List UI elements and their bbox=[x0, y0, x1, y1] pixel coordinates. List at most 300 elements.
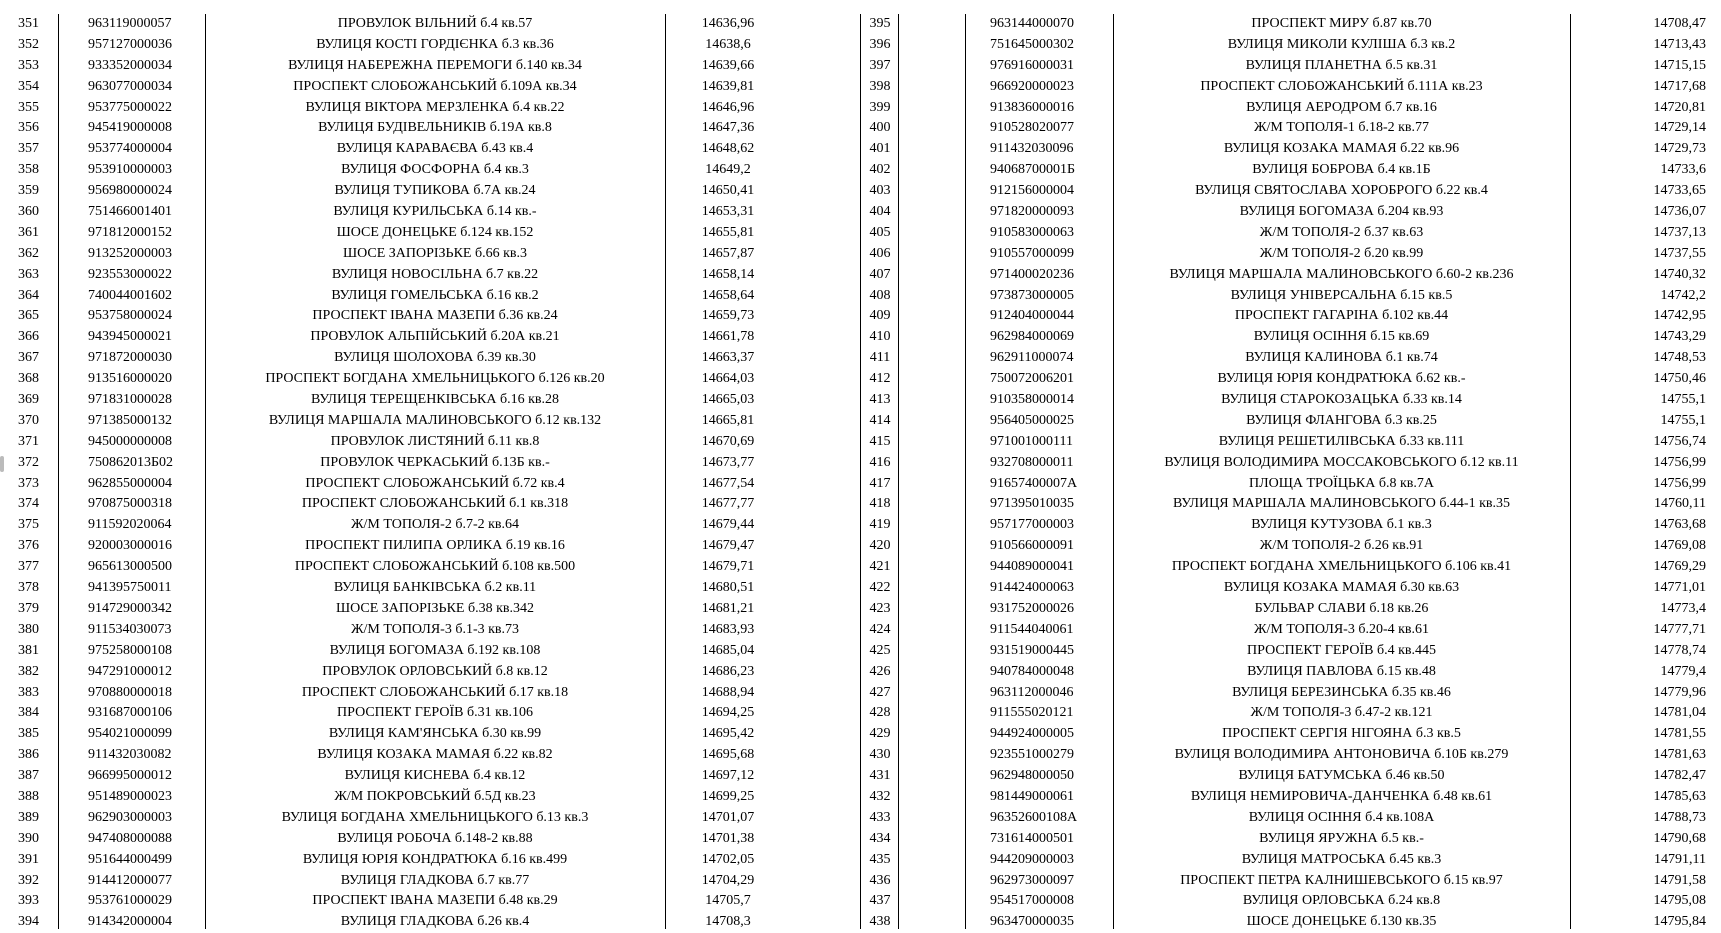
account-number: 910557000099 bbox=[990, 245, 1074, 261]
address: ВУЛИЦЯ ШОЛОХОВА б.39 кв.30 bbox=[334, 350, 536, 366]
amount: 14737,55 bbox=[1653, 245, 1706, 261]
table-row bbox=[0, 202, 1721, 223]
row-number: 430 bbox=[869, 747, 891, 763]
address: ВУЛИЦЯ БОГОМАЗА б.192 кв.108 bbox=[329, 642, 541, 658]
row-number: 361 bbox=[18, 224, 39, 240]
account-number: 931752000026 bbox=[990, 600, 1074, 616]
account-number: 956405000025 bbox=[990, 412, 1074, 428]
amount: 14720,81 bbox=[1653, 99, 1706, 115]
account-number: 951489000023 bbox=[88, 788, 172, 804]
amount: 14686,23 bbox=[701, 663, 755, 679]
address: ВУЛИЦЯ ЯРУЖНА б.5 кв.- bbox=[1259, 830, 1424, 846]
row-number: 436 bbox=[869, 872, 891, 888]
account-number: 913252000003 bbox=[88, 245, 172, 261]
table-row bbox=[0, 536, 1721, 557]
amount: 14713,43 bbox=[1653, 36, 1706, 52]
row-number: 419 bbox=[869, 517, 891, 533]
row-number: 362 bbox=[18, 245, 39, 261]
row-number: 424 bbox=[869, 621, 891, 637]
account-number: 970880000018 bbox=[88, 684, 172, 700]
table-row bbox=[0, 641, 1721, 662]
table-row bbox=[0, 578, 1721, 599]
address: ВУЛИЦЯ ТУПИКОВА б.7А кв.24 bbox=[334, 183, 536, 199]
amount: 14781,55 bbox=[1653, 726, 1706, 742]
row-number: 385 bbox=[18, 726, 39, 742]
address: ВУЛИЦЯ АЕРОДРОМ б.7 кв.16 bbox=[1246, 99, 1437, 115]
table-row bbox=[0, 327, 1721, 348]
row-number: 429 bbox=[869, 726, 891, 742]
row-number: 375 bbox=[18, 517, 39, 533]
row-number: 434 bbox=[869, 830, 891, 846]
account-number: 966995000012 bbox=[88, 768, 172, 784]
account-number: 957177000003 bbox=[990, 517, 1074, 533]
row-number: 421 bbox=[869, 559, 891, 575]
address: Ж/М ТОПОЛЯ-3 б.1-3 кв.73 bbox=[350, 621, 520, 637]
account-number: 920003000016 bbox=[88, 538, 172, 554]
address: Ж/М ПОКРОВСЬКИЙ б.5Д кв.23 bbox=[334, 788, 536, 804]
table-row bbox=[0, 286, 1721, 307]
row-number: 377 bbox=[18, 559, 39, 575]
amount: 14742,2 bbox=[1660, 287, 1706, 303]
address: ПРОСПЕКТ ПЕТРА КАЛНИШЕВСЬКОГО б.15 кв.97 bbox=[1180, 872, 1503, 888]
account-number: 944209000003 bbox=[990, 851, 1074, 867]
table-row bbox=[0, 369, 1721, 390]
amount: 14760,11 bbox=[1654, 496, 1706, 512]
account-number: 971872000030 bbox=[88, 350, 172, 366]
amount: 14785,63 bbox=[1653, 788, 1706, 804]
account-number: 911432030082 bbox=[88, 747, 172, 763]
account-number: 963077000034 bbox=[88, 78, 172, 94]
address: ПРОВУЛОК ОРЛОВСЬКИЙ б.8 кв.12 bbox=[322, 663, 548, 679]
account-number: 962903000003 bbox=[88, 809, 172, 825]
account-number: 740044001602 bbox=[88, 287, 172, 303]
row-number: 388 bbox=[18, 788, 39, 804]
row-number: 358 bbox=[18, 162, 39, 178]
row-number: 428 bbox=[869, 705, 891, 721]
account-number: 751466001401 bbox=[88, 204, 172, 220]
row-number: 380 bbox=[18, 621, 39, 637]
row-number: 418 bbox=[869, 496, 891, 512]
amount: 14699,25 bbox=[701, 788, 755, 804]
account-number: 940784000048 bbox=[990, 663, 1074, 679]
address: ВУЛИЦЯ ФЛАНГОВА б.3 кв.25 bbox=[1246, 412, 1437, 428]
address: ВУЛИЦЯ БОГОМАЗА б.204 кв.93 bbox=[1239, 204, 1444, 220]
address: ШОСЕ ЗАПОРІЗЬКЕ б.66 кв.3 bbox=[342, 245, 528, 261]
address: ШОСЕ ЗАПОРІЗЬКЕ б.38 кв.342 bbox=[335, 600, 535, 616]
row-number: 365 bbox=[18, 308, 39, 324]
row-number: 386 bbox=[18, 747, 39, 763]
amount: 14795,84 bbox=[1653, 914, 1706, 930]
address: ПРОСПЕКТ ГЕРОЇВ б.4 кв.445 bbox=[1247, 642, 1436, 658]
amount: 14791,58 bbox=[1653, 872, 1706, 888]
amount: 14665,03 bbox=[701, 392, 755, 408]
account-number: 933352000034 bbox=[88, 57, 172, 73]
amount: 14658,64 bbox=[701, 287, 755, 303]
address: ПРОСПЕКТ ГЕРОЇВ б.31 кв.106 bbox=[337, 705, 533, 721]
table-row bbox=[0, 348, 1721, 369]
amount: 14670,69 bbox=[701, 433, 755, 449]
account-number: 914412000077 bbox=[88, 872, 172, 888]
amount: 14736,07 bbox=[1653, 204, 1706, 220]
address: ВУЛИЦЯ КИСНЕВА б.4 кв.12 bbox=[344, 768, 526, 784]
row-number: 415 bbox=[869, 433, 891, 449]
row-number: 403 bbox=[869, 183, 891, 199]
row-number: 405 bbox=[869, 224, 891, 240]
amount: 14737,13 bbox=[1653, 224, 1706, 240]
row-number: 398 bbox=[869, 78, 891, 94]
account-number: 971400020236 bbox=[990, 266, 1074, 282]
row-number: 374 bbox=[18, 496, 39, 512]
address: ПРОСПЕКТ СЕРГІЯ НІГОЯНА б.3 кв.5 bbox=[1222, 726, 1461, 742]
amount: 14729,73 bbox=[1653, 141, 1706, 157]
row-number: 390 bbox=[18, 830, 39, 846]
amount: 14781,63 bbox=[1653, 747, 1706, 763]
account-number: 963112000046 bbox=[990, 684, 1074, 700]
table-row bbox=[0, 599, 1721, 620]
row-number: 383 bbox=[18, 684, 39, 700]
address: ВУЛИЦЯ ПЛАНЕТНА б.5 кв.31 bbox=[1245, 57, 1438, 73]
address: ПРОСПЕКТ СЛОБОЖАНСЬКИЙ б.109А кв.34 bbox=[293, 78, 577, 94]
table-row bbox=[0, 787, 1721, 808]
amount: 14646,96 bbox=[701, 99, 755, 115]
account-number: 971820000093 bbox=[990, 204, 1074, 220]
account-number: 973873000005 bbox=[990, 287, 1074, 303]
amount: 14659,73 bbox=[701, 308, 755, 324]
account-number: 945419000008 bbox=[88, 120, 172, 136]
table-row bbox=[0, 766, 1721, 787]
amount: 14756,99 bbox=[1653, 454, 1706, 470]
row-number: 366 bbox=[18, 329, 39, 345]
address: ПЛОЩА ТРОЇЦЬКА б.8 кв.7А bbox=[1249, 475, 1434, 491]
amount: 14788,73 bbox=[1653, 809, 1706, 825]
amount: 14639,66 bbox=[701, 57, 755, 73]
amount: 14771,01 bbox=[1653, 580, 1706, 596]
account-number: 953774000004 bbox=[88, 141, 172, 157]
row-number: 401 bbox=[869, 141, 891, 157]
table-row bbox=[0, 662, 1721, 683]
table-row bbox=[0, 56, 1721, 77]
account-number: 914342000004 bbox=[88, 914, 172, 930]
address: ПРОСПЕКТ ІВАНА МАЗЕПИ б.36 кв.24 bbox=[312, 308, 558, 324]
account-number: 914729000342 bbox=[88, 600, 172, 616]
row-number: 408 bbox=[869, 287, 891, 303]
row-number: 376 bbox=[18, 538, 39, 554]
account-number: 954021000099 bbox=[88, 726, 172, 742]
account-number: 910528020077 bbox=[990, 120, 1074, 136]
row-number: 356 bbox=[18, 120, 39, 136]
address: Ж/М ТОПОЛЯ-3 б.20-4 кв.61 bbox=[1253, 621, 1430, 637]
address: ВУЛИЦЯ КОЗАКА МАМАЯ б.22 кв.96 bbox=[1223, 141, 1460, 157]
row-number: 400 bbox=[869, 120, 891, 136]
table-row bbox=[0, 808, 1721, 829]
account-number: 963119000057 bbox=[88, 16, 172, 31]
account-number: 965613000500 bbox=[88, 559, 172, 575]
amount: 14773,4 bbox=[1660, 600, 1706, 616]
address: ВУЛИЦЯ ВІКТОРА МЕРЗЛЕНКА б.4 кв.22 bbox=[305, 99, 565, 115]
amount: 14715,15 bbox=[1653, 57, 1706, 73]
account-number: 912404000044 bbox=[990, 308, 1074, 324]
amount: 14778,74 bbox=[1653, 642, 1706, 658]
row-number: 416 bbox=[869, 454, 891, 470]
row-number: 389 bbox=[18, 809, 39, 825]
amount: 14779,96 bbox=[1653, 684, 1706, 700]
amount: 14663,37 bbox=[701, 350, 755, 366]
table-row bbox=[0, 474, 1721, 495]
account-number: 953758000024 bbox=[88, 308, 172, 324]
account-number: 981449000061 bbox=[990, 788, 1074, 804]
row-number: 427 bbox=[869, 684, 891, 700]
address: ВУЛИЦЯ ЮРІЯ КОНДРАТЮКА б.16 кв.499 bbox=[302, 851, 568, 867]
row-number: 397 bbox=[869, 57, 891, 73]
amount: 14695,68 bbox=[701, 747, 755, 763]
account-number: 975258000108 bbox=[88, 642, 172, 658]
address: ПРОСПЕКТ СЛОБОЖАНСЬКИЙ б.108 кв.500 bbox=[294, 559, 576, 575]
row-number: 407 bbox=[869, 266, 891, 282]
account-number: 976916000031 bbox=[990, 57, 1074, 73]
table-row bbox=[0, 118, 1721, 139]
row-number: 352 bbox=[18, 36, 39, 52]
amount: 14679,44 bbox=[701, 517, 755, 533]
row-number: 409 bbox=[869, 308, 891, 324]
address: ПРОСПЕКТ МИРУ б.87 кв.70 bbox=[1251, 16, 1432, 31]
amount: 14781,04 bbox=[1653, 705, 1706, 721]
address: ВУЛИЦЯ ЮРІЯ КОНДРАТЮКА б.62 кв.- bbox=[1217, 371, 1466, 387]
account-number: 971812000152 bbox=[88, 224, 172, 240]
address: ПРОСПЕКТ СЛОБОЖАНСЬКИЙ б.72 кв.4 bbox=[305, 475, 565, 491]
row-number: 423 bbox=[869, 600, 891, 616]
table-row bbox=[0, 745, 1721, 766]
amount: 14650,41 bbox=[701, 183, 755, 199]
table-row bbox=[0, 620, 1721, 641]
account-number: 910583000063 bbox=[990, 224, 1074, 240]
address: ВУЛИЦЯ ВОЛОДИМИРА МОССАКОВСЬКОГО б.12 кв.11 bbox=[1164, 454, 1519, 470]
row-number: 425 bbox=[869, 642, 891, 658]
account-number: 923551000279 bbox=[990, 747, 1074, 763]
row-number: 396 bbox=[869, 36, 891, 52]
amount: 14639,81 bbox=[701, 78, 755, 94]
row-number: 353 bbox=[18, 57, 39, 73]
account-number: 911534030073 bbox=[88, 621, 172, 637]
row-number: 370 bbox=[18, 412, 39, 428]
address: Ж/М ТОПОЛЯ-2 б.37 кв.63 bbox=[1259, 224, 1424, 240]
amount: 14756,99 bbox=[1653, 475, 1706, 491]
account-number: 971395010035 bbox=[990, 496, 1074, 512]
account-number: 956980000024 bbox=[88, 183, 172, 199]
address: ВУЛИЦЯ МАТРОСЬКА б.45 кв.3 bbox=[1241, 851, 1442, 867]
address: ВУЛИЦЯ ОСІННЯ б.4 кв.108А bbox=[1248, 809, 1435, 825]
address: ВУЛИЦЯ МАРШАЛА МАЛИНОВСЬКОГО б.60-2 кв.236 bbox=[1169, 266, 1514, 282]
address: ВУЛИЦЯ КАМ'ЯНСЬКА б.30 кв.99 bbox=[328, 726, 542, 742]
address: ВУЛИЦЯ ГЛАДКОВА б.26 кв.4 bbox=[340, 914, 530, 930]
row-number: 433 bbox=[869, 809, 891, 825]
address: ВУЛИЦЯ КОЗАКА МАМАЯ б.22 кв.82 bbox=[317, 747, 553, 763]
amount: 14779,4 bbox=[1660, 663, 1706, 679]
row-number: 406 bbox=[869, 245, 891, 261]
row-number: 404 bbox=[869, 204, 891, 220]
row-number: 437 bbox=[869, 893, 891, 909]
address: ВУЛИЦЯ КОСТІ ГОРДІЄНКА б.3 кв.36 bbox=[316, 36, 554, 52]
amount: 14679,71 bbox=[701, 559, 755, 575]
table-row bbox=[0, 557, 1721, 578]
address: ВУЛИЦЯ МИКОЛИ КУЛІША б.3 кв.2 bbox=[1227, 36, 1456, 52]
row-number: 432 bbox=[869, 788, 891, 804]
table-row bbox=[0, 390, 1721, 411]
row-number: 351 bbox=[18, 16, 39, 31]
amount: 14743,29 bbox=[1653, 329, 1706, 345]
address: ВУЛИЦЯ РОБОЧА б.148-2 кв.88 bbox=[337, 830, 533, 846]
table-row bbox=[0, 35, 1721, 56]
address: БУЛЬВАР СЛАВИ б.18 кв.26 bbox=[1254, 600, 1429, 616]
amount: 14733,65 bbox=[1653, 183, 1706, 199]
address: ВУЛИЦЯ БАНКІВСЬКА б.2 кв.11 bbox=[333, 580, 537, 596]
account-number: 750072006201 bbox=[990, 371, 1074, 387]
amount: 14717,68 bbox=[1653, 78, 1706, 94]
account-number: 954517000008 bbox=[990, 893, 1074, 909]
amount: 14658,14 bbox=[701, 266, 755, 282]
address: ВУЛИЦЯ ВОЛОДИМИРА АНТОНОВИЧА б.10Б кв.279 bbox=[1174, 747, 1509, 763]
amount: 14742,95 bbox=[1653, 308, 1706, 324]
amount: 14661,78 bbox=[701, 329, 755, 345]
account-number: 912156000004 bbox=[990, 183, 1074, 199]
row-number: 438 bbox=[869, 914, 891, 930]
row-number: 431 bbox=[869, 768, 891, 784]
amount: 14769,29 bbox=[1653, 559, 1706, 575]
row-number: 364 bbox=[18, 287, 39, 303]
amount: 14740,32 bbox=[1653, 266, 1706, 282]
row-number: 363 bbox=[18, 266, 39, 282]
account-number: 962948000050 bbox=[990, 768, 1074, 784]
amount: 14649,2 bbox=[705, 162, 751, 178]
account-number: 913836000016 bbox=[990, 99, 1074, 115]
row-number: 410 bbox=[869, 329, 891, 345]
address: ВУЛИЦЯ КУРИЛЬСЬКА б.14 кв.- bbox=[333, 204, 537, 220]
amount: 14763,68 bbox=[1653, 517, 1706, 533]
account-number: 911432030096 bbox=[990, 141, 1074, 157]
amount: 14777,71 bbox=[1653, 621, 1706, 637]
address: Ж/М ТОПОЛЯ-2 б.7-2 кв.64 bbox=[350, 517, 520, 533]
table-row bbox=[0, 494, 1721, 515]
account-number: 947291000012 bbox=[88, 663, 172, 679]
amount: 14677,54 bbox=[701, 475, 755, 491]
row-number: 394 bbox=[18, 914, 39, 930]
amount: 14756,74 bbox=[1653, 433, 1706, 449]
amount: 14638,6 bbox=[705, 36, 751, 52]
row-number: 417 bbox=[869, 475, 891, 491]
amount: 14750,46 bbox=[1653, 371, 1706, 387]
amount: 14755,1 bbox=[1660, 392, 1706, 408]
account-number: 953775000022 bbox=[88, 99, 172, 115]
address: Ж/М ТОПОЛЯ-2 б.20 кв.99 bbox=[1259, 245, 1424, 261]
account-number: 94068700001Б bbox=[990, 162, 1076, 178]
table-row bbox=[0, 411, 1721, 432]
address: ВУЛИЦЯ ГОМЕЛЬСЬКА б.16 кв.2 bbox=[331, 287, 539, 303]
address: ВУЛИЦЯ КУТУЗОВА б.1 кв.3 bbox=[1251, 517, 1432, 533]
address: ВУЛИЦЯ НОВОСІЛЬНА б.7 кв.22 bbox=[331, 266, 539, 282]
row-number: 355 bbox=[18, 99, 39, 115]
amount: 14679,47 bbox=[701, 538, 755, 554]
account-number: 957127000036 bbox=[88, 36, 172, 52]
amount: 14697,12 bbox=[701, 768, 755, 784]
table-row bbox=[0, 223, 1721, 244]
address: ВУЛИЦЯ ТЕРЕЩЕНКІВСЬКА б.16 кв.28 bbox=[310, 392, 559, 408]
table-row bbox=[0, 891, 1721, 912]
table-row bbox=[0, 453, 1721, 474]
amount: 14708,3 bbox=[705, 914, 751, 930]
row-number: 382 bbox=[18, 663, 39, 679]
address: ВУЛИЦЯ УНІВЕРСАЛЬНА б.15 кв.5 bbox=[1230, 287, 1453, 303]
account-number: 931519000445 bbox=[990, 642, 1074, 658]
row-number: 393 bbox=[18, 893, 39, 909]
address: ВУЛИЦЯ БЕРЕЗИНСЬКА б.35 кв.46 bbox=[1232, 684, 1451, 700]
address: ВУЛИЦЯ НАБЕРЕЖНА ПЕРЕМОГИ б.140 кв.34 bbox=[288, 57, 582, 73]
table-row bbox=[0, 912, 1721, 933]
amount: 14782,47 bbox=[1653, 768, 1706, 784]
amount: 14647,36 bbox=[701, 120, 755, 136]
row-number: 373 bbox=[18, 475, 39, 491]
account-number: 944924000005 bbox=[990, 726, 1074, 742]
address: ВУЛИЦЯ МАРШАЛА МАЛИНОВСЬКОГО б.12 кв.132 bbox=[268, 412, 602, 428]
address: ВУЛИЦЯ ОРЛОВСЬКА б.24 кв.8 bbox=[1242, 893, 1441, 909]
amount: 14701,07 bbox=[701, 809, 755, 825]
address: ВУЛИЦЯ ФОСФОРНА б.4 кв.3 bbox=[341, 162, 529, 178]
address: ВУЛИЦЯ КОЗАКА МАМАЯ б.30 кв.63 bbox=[1223, 580, 1460, 596]
row-number: 399 bbox=[869, 99, 891, 115]
address: ВУЛИЦЯ ГЛАДКОВА б.7 кв.77 bbox=[340, 872, 530, 888]
table-row bbox=[0, 432, 1721, 453]
account-number: 941395750011 bbox=[88, 580, 172, 596]
row-number: 367 bbox=[18, 350, 39, 366]
amount: 14673,77 bbox=[701, 454, 755, 470]
account-number: 731614000501 bbox=[990, 830, 1074, 846]
account-number: 963470000035 bbox=[990, 914, 1074, 930]
account-number: 943945000021 bbox=[88, 329, 172, 345]
table-row bbox=[0, 160, 1721, 181]
table-row bbox=[0, 77, 1721, 98]
amount: 14636,96 bbox=[701, 16, 755, 31]
amount: 14648,62 bbox=[701, 141, 755, 157]
address: ВУЛИЦЯ БУДІВЕЛЬНИКІВ б.19А кв.8 bbox=[318, 120, 552, 136]
address: ВУЛИЦЯ БАТУМСЬКА б.46 кв.50 bbox=[1238, 768, 1445, 784]
account-number: 966920000023 bbox=[990, 78, 1074, 94]
address: Ж/М ТОПОЛЯ-2 б.26 кв.91 bbox=[1259, 538, 1424, 554]
amount: 14677,77 bbox=[701, 496, 755, 512]
amount: 14705,7 bbox=[705, 893, 751, 909]
address: ВУЛИЦЯ РЕШЕТИЛІВСЬКА б.33 кв.111 bbox=[1218, 433, 1465, 449]
row-number: 422 bbox=[869, 580, 891, 596]
row-number: 368 bbox=[18, 371, 39, 387]
account-number: 971001000111 bbox=[990, 433, 1073, 449]
address: ВУЛИЦЯ НЕМИРОВИЧА-ДАНЧЕНКА б.48 кв.61 bbox=[1190, 788, 1493, 804]
table-row bbox=[0, 306, 1721, 327]
row-number: 359 bbox=[18, 183, 39, 199]
amount: 14733,6 bbox=[1660, 162, 1706, 178]
address: ПРОСПЕКТ СЛОБОЖАНСЬКИЙ б.1 кв.318 bbox=[301, 496, 569, 512]
row-number: 357 bbox=[18, 141, 39, 157]
table-row bbox=[0, 181, 1721, 202]
row-number: 372 bbox=[18, 454, 39, 470]
right-table bbox=[0, 14, 1721, 933]
address: ВУЛИЦЯ КАЛИНОВА б.1 кв.74 bbox=[1245, 350, 1438, 366]
address: ПРОСПЕКТ ПИЛИПА ОРЛИКА б.19 кв.16 bbox=[305, 538, 565, 554]
row-number: 391 bbox=[18, 851, 39, 867]
account-number: 911592020064 bbox=[88, 517, 172, 533]
row-number: 412 bbox=[869, 371, 891, 387]
account-number: 751645000302 bbox=[990, 36, 1074, 52]
row-number: 378 bbox=[18, 580, 39, 596]
row-number: 360 bbox=[18, 204, 39, 220]
account-number: 923553000022 bbox=[88, 266, 172, 282]
table-row bbox=[0, 515, 1721, 536]
